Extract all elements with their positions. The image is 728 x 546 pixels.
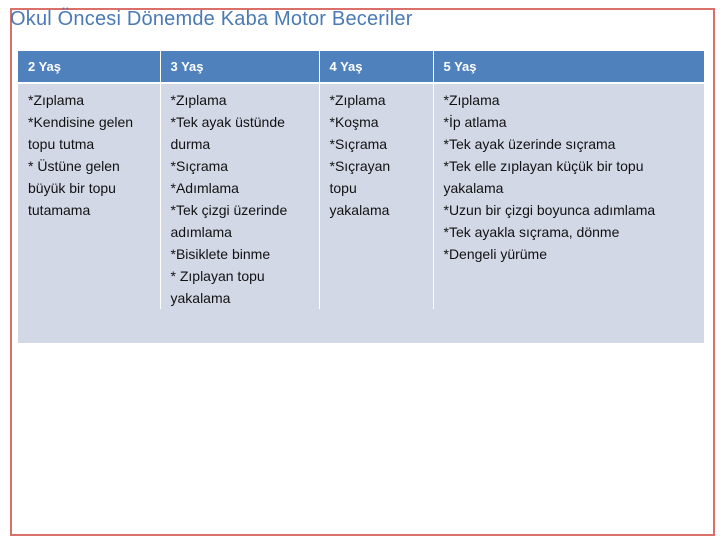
skills-table-container: [18, 51, 704, 343]
skill-line: yakalama: [329, 202, 390, 218]
skill-line: yakalama: [443, 180, 504, 196]
skill-line: büyük bir topu: [28, 180, 116, 196]
skill-line: *Zıplama: [329, 92, 386, 108]
skill-line: *Tek elle zıplayan küçük bir topu: [443, 158, 644, 174]
cell-age-2: [18, 83, 160, 309]
cell-age-4: [319, 83, 433, 309]
skill-line: *Kendisine gelen: [28, 114, 134, 130]
header-age-2: 2 Yaş: [18, 51, 160, 83]
skill-line: *Uzun bir çizgi boyunca adımlama: [443, 202, 656, 218]
table-row: [18, 83, 704, 309]
skill-line: *Sıçrama: [170, 158, 229, 174]
skill-line: *Bisiklete binme: [170, 246, 271, 262]
skill-line: durma: [170, 136, 211, 152]
skill-line: tutamama: [28, 202, 91, 218]
skill-line: *İp atlama: [443, 114, 507, 130]
skill-line: *Tek çizgi üzerinde: [170, 202, 288, 218]
skill-line: * Zıplayan topu: [170, 268, 265, 284]
skills-table: [18, 51, 704, 309]
table-header-row: [18, 51, 704, 83]
slide-title: Okul Öncesi Dönemde Kaba Motor Beceriler: [10, 8, 413, 30]
header-age-5: 5 Yaş: [433, 51, 704, 83]
skill-line: adımlama: [170, 224, 232, 240]
header-age-4: 4 Yaş: [319, 51, 433, 83]
skill-line: *Tek ayakla sıçrama, dönme: [443, 224, 620, 240]
skill-line: *Zıplama: [170, 92, 227, 108]
skill-line: *Sıçrayan: [329, 158, 391, 174]
skill-line: topu tutma: [28, 136, 95, 152]
skill-line: yakalama: [170, 290, 231, 306]
skill-line: topu: [329, 180, 357, 196]
cell-age-3: [160, 83, 319, 309]
skill-line: * Üstüne gelen: [28, 158, 120, 174]
skill-line: *Tek ayak üzerinde sıçrama: [443, 136, 616, 152]
skill-line: *Zıplama: [443, 92, 500, 108]
skill-line: *Zıplama: [28, 92, 85, 108]
cell-age-5: [433, 83, 704, 309]
skill-line: *Sıçrama: [329, 136, 388, 152]
skill-line: *Adımlama: [170, 180, 239, 196]
skill-line: *Koşma: [329, 114, 379, 130]
skill-line: *Tek ayak üstünde: [170, 114, 285, 130]
header-age-3: 3 Yaş: [160, 51, 319, 83]
skill-line: *Dengeli yürüme: [443, 246, 547, 262]
